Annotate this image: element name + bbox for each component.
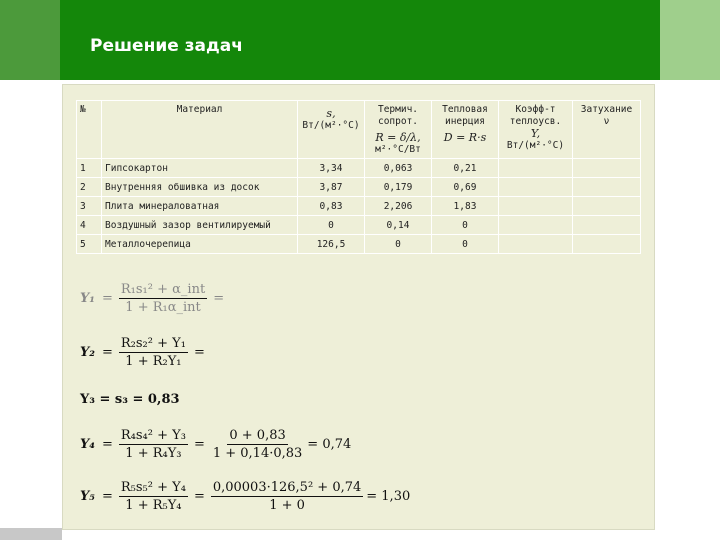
cell-d: 0,69 [432,178,499,197]
cell-s: 0,83 [298,197,365,216]
cell-no: 1 [77,159,102,178]
formula-y5-fraction-values [211,480,363,513]
formula-y2-lhs: Y₂ [80,345,95,360]
formula-y2-fraction [119,336,188,369]
formula-y5 [80,480,410,513]
cell-d: 0,21 [432,159,499,178]
materials-table [76,100,641,254]
cell-r: 0 [365,235,432,254]
cell-s: 3,87 [298,178,365,197]
formula-y4-numerator: R₄s₄² + Y₃ [120,428,186,443]
cell-material: Металлочерепица [102,235,298,254]
cell-s: 126,5 [298,235,365,254]
formula-y4-denominator-values: 1 + 0,14·0,83 [212,446,303,461]
header-no: № [77,101,102,159]
cell-r: 0,063 [365,159,432,178]
header-v [573,101,641,159]
cell-material: Воздушный зазор вентилируемый [102,216,298,235]
header-s-unit: Вт/(м²·°С) [302,120,360,131]
cell-v [573,235,641,254]
formula-y5-numerator-values: 0,00003·126,5² + 0,74 [212,480,362,495]
cell-s: 3,34 [298,159,365,178]
formula-y2-numerator: R₂s₂² + Y₁ [120,336,186,351]
cell-y [499,197,573,216]
header-left-band [0,0,60,80]
formula-y4-eq2: = [193,437,205,452]
formula-y2 [80,336,208,369]
formula-y5-eq: = [101,489,113,504]
cell-no: 5 [77,235,102,254]
header-d-formula: D = R·s [443,131,487,144]
formula-y4 [80,428,351,461]
formula-y1-numerator: R₁s₁² + α_int [120,282,206,297]
cell-r: 2,206 [365,197,432,216]
table-header-row [77,101,641,159]
formula-y5-lhs: Y₅ [80,489,95,504]
slide-title: Решение задач [90,36,243,56]
header-s-symbol: s, [326,107,336,120]
table-row [77,159,641,178]
formula-y5-eq2: = [193,489,205,504]
cell-y [499,216,573,235]
table-row [77,178,641,197]
cell-d: 0 [432,235,499,254]
formula-y4-numerator-values: 0 + 0,83 [229,428,286,443]
formula-y1-eq: = [101,291,113,306]
header-r [365,101,432,159]
formula-y1 [80,282,227,315]
cell-y [499,178,573,197]
header-material: Материал [102,101,298,159]
formula-y4-denominator: 1 + R₄Y₃ [125,446,182,461]
cell-y [499,235,573,254]
header-y [499,101,573,159]
cell-s: 0 [298,216,365,235]
formula-y1-fraction [119,282,207,315]
table-row [77,197,641,216]
cell-material: Внутренняя обшивка из досок [102,178,298,197]
cell-v [573,159,641,178]
cell-v [573,178,641,197]
table-row [77,235,641,254]
formula-y1-tail: = [213,291,225,306]
header-y-line2: теплоусв. [509,116,562,127]
header-right-band [660,0,720,80]
header-y-symbol: Y, [530,127,541,140]
left-margin [0,80,62,540]
formula-y2-tail: = [193,345,205,360]
header-d-line2: инерция [444,116,486,127]
formula-y5-numerator: R₅s₅² + Y₄ [120,480,186,495]
cell-v [573,197,641,216]
cell-v [573,216,641,235]
cell-no: 3 [77,197,102,216]
cell-y [499,159,573,178]
cell-no: 2 [77,178,102,197]
formula-y1-lhs: Y₁ [80,291,95,306]
formula-y5-denominator-values: 1 + 0 [269,498,305,513]
header-d-line1: Тепловая [442,104,488,115]
header-y-line1: Коэфф-т [515,104,556,115]
header-r-formula: R = δ/λ, [375,131,421,144]
formula-y4-fraction-values [211,428,304,461]
formula-y4-fraction [119,428,188,461]
header-v-line1: Затухание [580,104,633,115]
cell-d: 0 [432,216,499,235]
header-v-line2: ν [603,116,610,127]
header-r-line1: Термич. [377,104,419,115]
formula-y4-result: = 0,74 [307,437,352,452]
formula-y1-denominator: 1 + R₁α_int [125,300,201,315]
cell-r: 0,179 [365,178,432,197]
header-r-unit: м²·°С/Вт [375,144,421,155]
formula-y5-result: = 1,30 [366,489,411,504]
left-bottom-strip [0,528,62,540]
header-s [298,101,365,159]
header-r-line2: сопрот. [377,116,419,127]
cell-material: Плита минераловатная [102,197,298,216]
formula-y2-denominator: 1 + R₂Y₁ [125,354,182,369]
cell-no: 4 [77,216,102,235]
formula-y4-lhs: Y₄ [80,437,95,452]
formula-y5-denominator: 1 + R₅Y₄ [125,498,182,513]
formula-y5-fraction [119,480,188,513]
formula-y2-eq: = [101,345,113,360]
right-margin [656,80,720,540]
cell-r: 0,14 [365,216,432,235]
formula-y3: Y₃ = s₃ = 0,83 [80,392,180,407]
cell-d: 1,83 [432,197,499,216]
header-y-unit: Вт/(м²·°С) [506,140,565,151]
cell-material: Гипсокартон [102,159,298,178]
table-row [77,216,641,235]
formula-y4-eq: = [101,437,113,452]
header-d [432,101,499,159]
